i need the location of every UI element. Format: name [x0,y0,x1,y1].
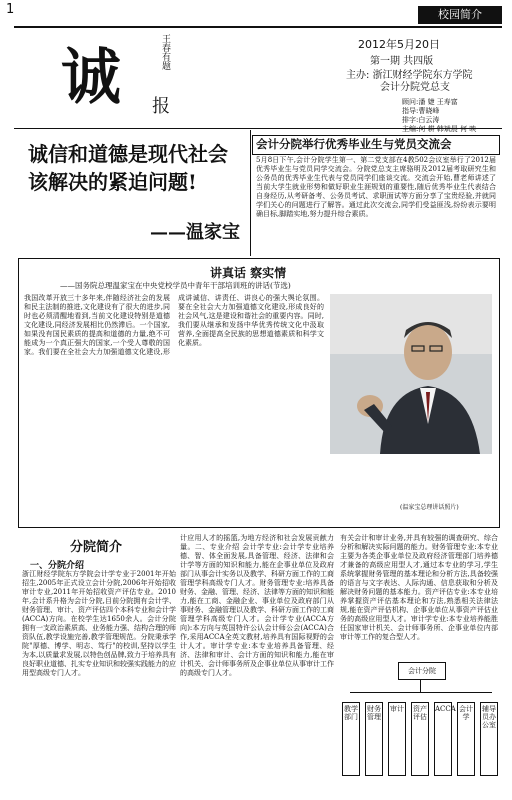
masthead-suffix: 报 [152,96,170,117]
staff-line: 指导:曹晓峰 [402,107,440,115]
intro-col1-body: 浙江财经学院东方学院会计学专业于2001年开始招生,2005年正式设立会计分院,2006年开始招收审计专业,2011年开始招收资产评估专业。2010年,会计系升格为会计分院,目前分院拥有会计学、财务管理、审计、资产评估四个本科专业和会计学(ACCA)方向。在校学生达1650余人。会计分院拥有一支政治素质高、业务能力强、结构合理的师资队伍,教学设施完善,教学管理规范。分院秉承学院"厚德、博学、明志、笃行"的校训,坚持以学生为本,以质量求发展,以特色创品牌,致力于培养具有良好职业道德、扎实专业知识和较强实践能力的应用型高级专门人才。 [22,570,176,677]
org-node: 会计学 [457,702,475,776]
news-body: 5月8日下午,会计分院学生第一、第二党支部在4教502会议室举行了2012届优秀毕业生与党员同学交流会。分院党总支主席骆明及2012届考取研究生和公务员的优秀毕业生代表与党员同学们座谈交流。交流会开始,曹老师讲述了当前大学生就业形势和做好职业生涯规划的重要性,随后优秀毕业生代表结合自身经历,从考研备考、公务员考试、求职面试等方面分享了宝贵经验,并就同学们关心的问题进行了解答。通过此次交流会,同学们受益匪浅,纷纷表示要明确目标,脚踏实地,努力提升综合素质。 [256,156,496,218]
section-tab: 校园简介 [418,6,502,24]
speech-photo [330,294,492,454]
intro-title: 分院简介 [70,540,123,555]
org-node: 审计 [388,702,406,776]
org-node: ACCA [434,702,452,776]
speech-subheading: ——国务院总理温家宝在中央党校学员中青年干部培训班的讲话(节选) [60,281,291,290]
sponsor-line2: 会计分院党总支 [380,82,450,93]
org-node: 教学部门 [342,702,360,776]
intro-section-heading: 一、分院介绍 [30,561,85,571]
issue-number: 第一期 共四版 [370,56,434,67]
column-separator [250,130,251,256]
top-rule [14,26,502,28]
slogan-quote: 诚信和道德是现代社会该解决的紧迫问题! [28,142,228,194]
masthead-calligraphy: 王春有题 [160,34,170,70]
masthead-rule [14,128,502,129]
slogan-author: ——温家宝 [150,222,240,243]
intro-col2-body: 计应用人才的摇篮,为地方经济和社会发展贡献力量。二、专业介绍 会计学专业:会计学专业培养德、智、体全面发展,具备管理、经济、法律和会计学等方面的知识和能力,能在企事业单位及政府部门从事会计实务以及教学、科研方面工作的工商管理学科高级专门人才。财务管理专业:培养具备财务、金融、管理、经济、法律等方面的知识和能力,能在工商、金融企业、事业单位及政府部门从事财务、金融管理以及教学、科研方面工作的工商管理学科高级专门人才。会计学专业(ACCA方向):本方向与英国特许公认会计师公会(ACCA)合作,采用ACCA全英文教材,培养具有国际视野的会计人才。审计学专业:本专业培养具备管理、经济、法律和审计、会计方面的知识和能力,能在审计机关、会计师事务所及企事业单位从事审计工作的高级专门人才。 [180,534,334,677]
staff-line: 顾问:潘 婕 王寿富 [402,98,458,106]
news-headline: 会计分院举行优秀毕业生与党员交流会 [256,137,452,151]
org-connector [350,692,492,693]
org-diagram [340,662,500,782]
org-connector [420,680,421,692]
sponsor-line1: 浙江财经学院东方学院 [372,70,473,81]
staff-line: 排字:白云涛 [402,116,440,124]
issue-date: 2012年5月20日 [358,38,440,51]
staff-line: 主编:何 耕 韩斌晨 何 映 [402,125,477,133]
photo-caption: (温家宝总理讲话照片) [400,504,459,511]
sponsor-label: 主办: [346,70,370,81]
speech-body: 我国改革开放三十多年来,伴随经济社会的发展和民主法制的推进,文化建设有了很大的进步,同时也必须清醒地看到,当前文化建设特别是道德文化建设,同经济发展相比仍然滞后。一个国家,如果没有国民素质的提高和道德的力量,绝不可能成为一个真正强大的国家,一个受人尊敬的国家。我们要在全社会大力加强道德文化建设,形成讲诚信、讲责任、讲良心的强大舆论氛围。要在全社会大力加强道德文化建设,形成良好的社会风气,这是建设和谐社会的重要内容。同时,我们要从继承和发扬中华优秀传统文化中汲取营养,全面提高全民族的思想道德素质和科学文化素质。 [24,294,324,356]
org-top-node: 会计分院 [398,662,446,680]
org-node: 辅导员办公室 [480,702,498,776]
masthead-glyph: 诚 [61,43,121,113]
sponsor [346,70,473,94]
org-node: 资产评估 [411,702,429,776]
org-node: 财务管理 [365,702,383,776]
page-number: 1 [6,2,15,17]
speech-heading: 讲真话 察实情 [210,266,287,280]
intro-col3-body: 有关会计和审计业务,并具有较强的调查研究、综合分析和解决实际问题的能力。财务管理专业:本专业主要为各类企事业单位及政府经济管理部门培养德才兼备的高级应用型人才,通过本专业的学习,学生系统掌握财务管理的基本理论和分析方法,具备较强的语言与文字表达、人际沟通、信息获取和分析及解决财务问题的基本能力。资产评估专业:本专业培养掌握资产评估基本理论和方法,熟悉相关法律法规,能在资产评估机构、企事业单位从事资产评估业务的高级应用型人才。审计学专业:本专业培养能胜任国家审计机关、会计师事务所、企事业单位内部审计等工作的复合型人才。 [340,534,498,641]
